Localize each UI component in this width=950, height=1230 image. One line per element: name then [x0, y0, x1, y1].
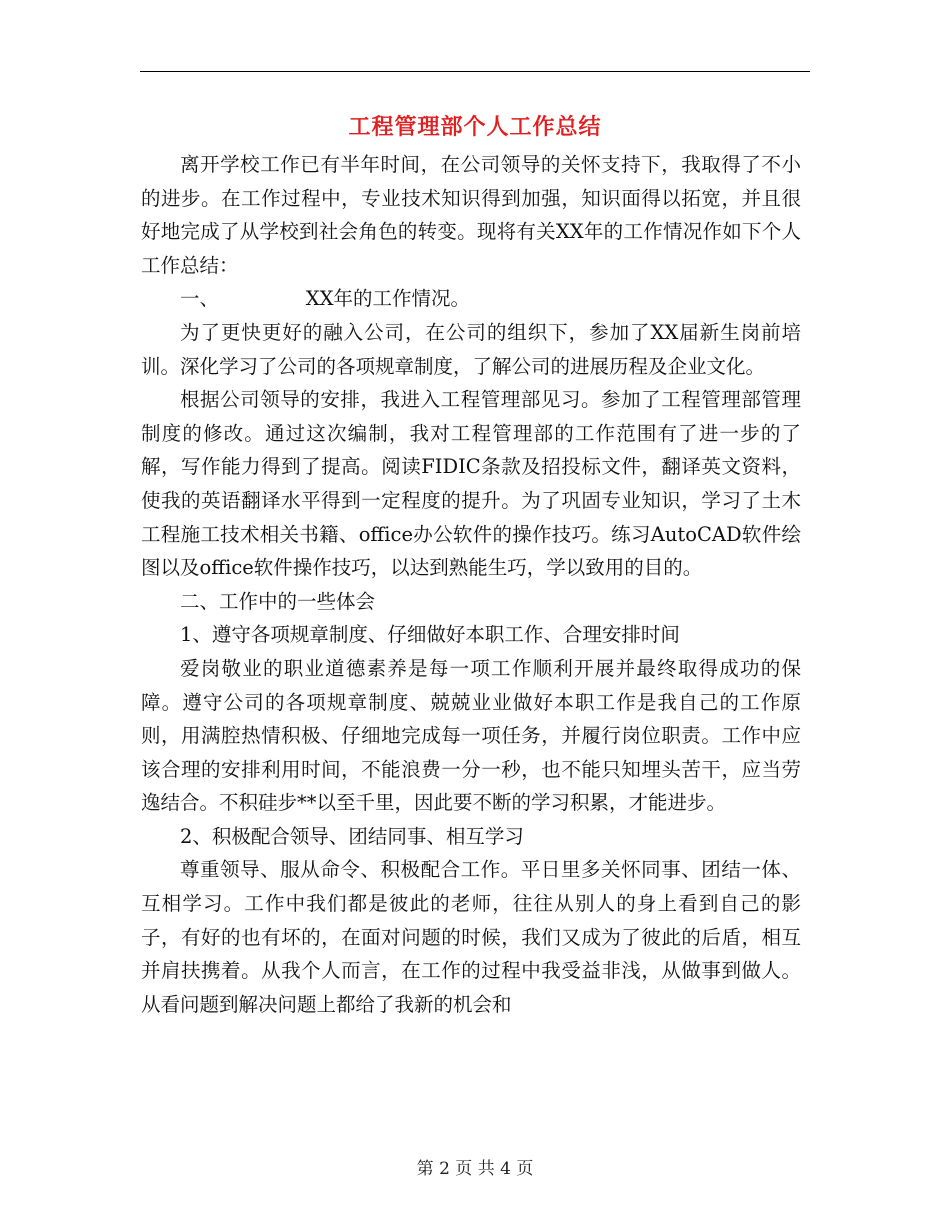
paragraph-internship: 根据公司领导的安排，我进入工程管理部见习。参加了工程管理部管理制度的修改。通过这次编制，我对工程管理部的工作范围有了进一步的了解，写作能力得到了提高。阅读FIDIC条款及招投标文件，翻译英文资料，使我的英语翻译水平得到一定程度的提升。为了巩固专业知识，学习了土木工程施工技术相关书籍、office办公软件的操作技巧。练习AutoCAD软件绘图以及office软件操作技巧，以达到熟能生巧，学以致用的目的。	[141, 388, 801, 580]
paragraph-training: 为了更快更好的融入公司，在公司的组织下，参加了XX届新生岗前培训。深化学习了公司的各项规章制度，了解公司的进展历程及企业文化。	[141, 320, 801, 378]
header-rule	[140, 71, 810, 72]
subheading-1: 1、遵守各项规章制度、仔细做好本职工作、合理安排时间	[180, 623, 680, 647]
paragraph-intro: 离开学校工作已有半年时间，在公司领导的关怀支持下，我取得了不小的进步。在工作过程中，专业技术知识得到加强，知识面得以拓宽，并且很好地完成了从学校到社会角色的转变。现将有关XX年的工作情况作如下个人工作总结：	[141, 153, 801, 277]
paragraph-teamwork: 尊重领导、服从命令、积极配合工作。平日里多关怀同事、团结一体、互相学习。工作中我们都是彼此的老师，往往从别人的身上看到自己的影子，有好的也有坏的，在面对问题的时候，我们又成为了彼此的后盾，相互并肩扶携着。从我个人而言，在工作的过程中我受益非浅，从做事到做人。从看问题到解决问题上都给了我新的机会和	[141, 858, 801, 1016]
subheading-2: 2、积极配合领导、团结同事、相互学习	[180, 824, 524, 848]
page-number-footer: 第 2 页 共 4 页	[416, 1159, 534, 1179]
document-body	[141, 148, 801, 1021]
document-title: 工程管理部个人工作总结	[348, 114, 602, 140]
paragraph-dedication: 爱岗敬业的职业道德素养是每一项工作顺利开展并最终取得成功的保障。遵守公司的各项规章制度、兢兢业业做好本职工作是我自己的工作原则，用满腔热情积极、仔细地完成每一项任务，并履行岗位职责。工作中应该合理的安排利用时间，不能浪费一分一秒，也不能只知埋头苦干，应当劳逸结合。不积硅步**以至千里，因此要不断的学习积累，才能进步。	[141, 656, 801, 815]
section-heading-2: 二、工作中的一些体会	[180, 589, 376, 613]
section-heading-1: 一、 XX年的工作情况。	[180, 287, 471, 311]
